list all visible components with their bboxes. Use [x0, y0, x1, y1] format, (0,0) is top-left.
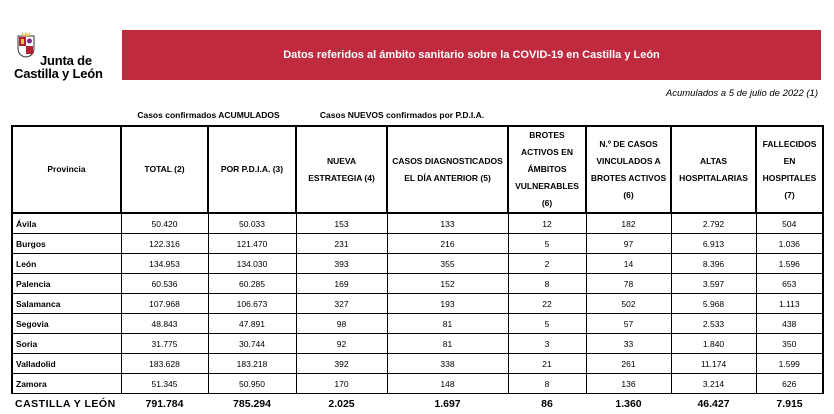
table-cell: 51.345: [121, 374, 208, 394]
col-header-discharges: ALTAS HOSPITALARIAS: [671, 126, 756, 213]
table-cell: 392: [296, 354, 387, 374]
table-cell: 653: [756, 274, 823, 294]
table-row: [12, 374, 823, 394]
covid-data-table: [11, 104, 824, 414]
table-cell: 504: [756, 213, 823, 234]
table-cell: 11.174: [671, 354, 756, 374]
table-cell: 12: [508, 213, 586, 234]
table-cell: 626: [756, 374, 823, 394]
table-cell: 136: [586, 374, 671, 394]
table-cell: 1.599: [756, 354, 823, 374]
province-name: Palencia: [12, 274, 121, 294]
table-cell: 92: [296, 334, 387, 354]
table-cell: 152: [387, 274, 508, 294]
table-cell: 14: [586, 254, 671, 274]
table-cell: 8.396: [671, 254, 756, 274]
province-name: Segovia: [12, 314, 121, 334]
table-cell: 48.843: [121, 314, 208, 334]
table-cell: 6.913: [671, 234, 756, 254]
table-cell: 30.744: [208, 334, 296, 354]
table-cell: 3.214: [671, 374, 756, 394]
total-cell: 86: [508, 394, 586, 414]
table-cell: 106.673: [208, 294, 296, 314]
page-title-banner: [122, 30, 821, 80]
junta-logo: [8, 30, 118, 86]
table-cell: 182: [586, 213, 671, 234]
table-cell: 438: [756, 314, 823, 334]
province-name: Valladolid: [12, 354, 121, 374]
table-cell: 81: [387, 314, 508, 334]
table-cell: 183.218: [208, 354, 296, 374]
table-cell: 78: [586, 274, 671, 294]
province-name: Burgos: [12, 234, 121, 254]
table-cell: 107.968: [121, 294, 208, 314]
total-label: CASTILLA Y LEÓN: [12, 394, 121, 414]
table-row: [12, 274, 823, 294]
logo-line-2: Castilla y León: [14, 67, 103, 80]
table-cell: 60.285: [208, 274, 296, 294]
table-cell: 183.628: [121, 354, 208, 374]
table-cell: 193: [387, 294, 508, 314]
page-title: Datos referidos al ámbito sanitario sobre la COVID-19 en Castilla y León: [283, 49, 660, 61]
table-cell: 57: [586, 314, 671, 334]
table-cell: 81: [387, 334, 508, 354]
table-cell: 21: [508, 354, 586, 374]
col-header-deaths: FALLECIDOS EN HOSPITALES (7): [756, 126, 823, 213]
province-name: Zamora: [12, 374, 121, 394]
province-name: León: [12, 254, 121, 274]
table-cell: 134.030: [208, 254, 296, 274]
province-name: Salamanca: [12, 294, 121, 314]
table-cell: 5: [508, 234, 586, 254]
province-name: Soria: [12, 334, 121, 354]
total-cell: 2.025: [296, 394, 387, 414]
col-header-active-outbreaks: BROTES ACTIVOS EN ÁMBITOS VULNERABLES (6): [508, 126, 586, 213]
table-cell: 2.533: [671, 314, 756, 334]
total-row: [12, 394, 823, 414]
table-cell: 338: [387, 354, 508, 374]
table-cell: 133: [387, 213, 508, 234]
table-cell: 393: [296, 254, 387, 274]
table-cell: 502: [586, 294, 671, 314]
table-cell: 169: [296, 274, 387, 294]
table-cell: 98: [296, 314, 387, 334]
table-cell: 5: [508, 314, 586, 334]
table-cell: 31.775: [121, 334, 208, 354]
table-cell: 22: [508, 294, 586, 314]
table-cell: 327: [296, 294, 387, 314]
table-row: [12, 314, 823, 334]
table-cell: 122.316: [121, 234, 208, 254]
total-cell: 791.784: [121, 394, 208, 414]
table-cell: 350: [756, 334, 823, 354]
table-cell: 50.420: [121, 213, 208, 234]
table-cell: 121.470: [208, 234, 296, 254]
table-cell: 216: [387, 234, 508, 254]
table-cell: 47.891: [208, 314, 296, 334]
table-cell: 2.792: [671, 213, 756, 234]
total-cell: 1.360: [586, 394, 671, 414]
group-header-accumulated: Casos confirmados ACUMULADOS: [121, 104, 296, 126]
table-row: [12, 354, 823, 374]
col-header-pdia: POR P.D.I.A. (3): [208, 126, 296, 213]
table-cell: 355: [387, 254, 508, 274]
table-cell: 1.840: [671, 334, 756, 354]
col-header-total: TOTAL (2): [121, 126, 208, 213]
table-cell: 1.113: [756, 294, 823, 314]
table-cell: 134.953: [121, 254, 208, 274]
table-row: [12, 213, 823, 234]
total-cell: 46.427: [671, 394, 756, 414]
table-row: [12, 234, 823, 254]
total-cell: 785.294: [208, 394, 296, 414]
total-cell: 1.697: [387, 394, 508, 414]
table-row: [12, 334, 823, 354]
col-header-province: Provincia: [12, 126, 121, 213]
table-cell: 1.036: [756, 234, 823, 254]
table-cell: 60.536: [121, 274, 208, 294]
table-cell: 33: [586, 334, 671, 354]
col-header-new-strategy: NUEVA ESTRATEGIA (4): [296, 126, 387, 213]
total-cell: 7.915: [756, 394, 823, 414]
table-cell: 5.968: [671, 294, 756, 314]
col-header-diagnosed-yesterday: CASOS DIAGNOSTICADOS EL DÍA ANTERIOR (5): [387, 126, 508, 213]
table-cell: 1.596: [756, 254, 823, 274]
table-cell: 8: [508, 374, 586, 394]
table-cell: 261: [586, 354, 671, 374]
group-header-new-cases: Casos NUEVOS confirmados por P.D.I.A.: [296, 104, 508, 126]
table-cell: 2: [508, 254, 586, 274]
table-cell: 153: [296, 213, 387, 234]
table-cell: 231: [296, 234, 387, 254]
logo-line-1: Junta de: [14, 54, 103, 67]
table-cell: 3.597: [671, 274, 756, 294]
table-cell: 3: [508, 334, 586, 354]
col-header-linked-cases: N.º DE CASOS VINCULADOS A BROTES ACTIVOS (6): [586, 126, 671, 213]
table-row: [12, 254, 823, 274]
province-name: Ávila: [12, 213, 121, 234]
table-cell: 148: [387, 374, 508, 394]
date-note: Acumulados a 5 de julio de 2022 (1): [666, 88, 818, 99]
table-cell: 170: [296, 374, 387, 394]
table-row: [12, 294, 823, 314]
table-cell: 8: [508, 274, 586, 294]
table-cell: 97: [586, 234, 671, 254]
table-cell: 50.033: [208, 213, 296, 234]
table-cell: 50.950: [208, 374, 296, 394]
